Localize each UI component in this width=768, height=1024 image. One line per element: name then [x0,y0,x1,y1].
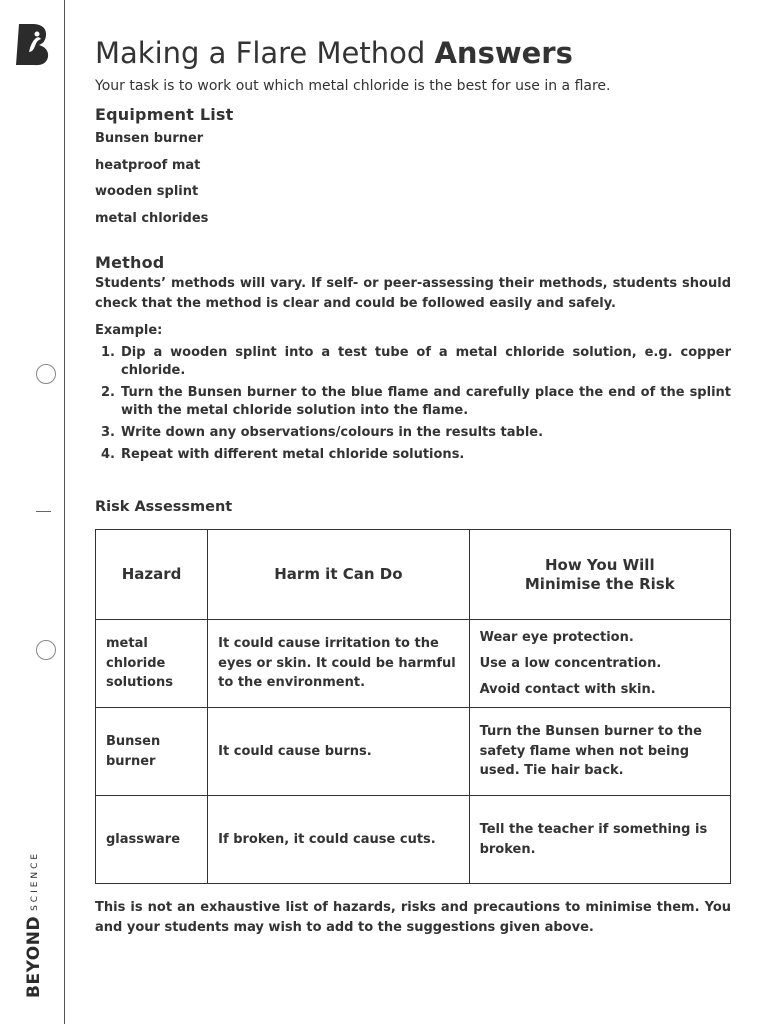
brand-wordmark [24,851,44,998]
minimise-item: Use a low concentration. [479,655,662,671]
method-step [95,446,731,464]
step-text: Write down any observations/colours in the results table. [121,425,544,440]
header-hazard: Hazard [96,530,208,620]
hazard-cell: Bunsen burner [96,708,208,796]
equipment-heading: Equipment List [95,105,234,124]
step-number: 4. [101,447,115,462]
step-text: Dip a wooden splint into a test tube of a metal chloride solution, e.g. copper chloride. [121,345,731,378]
table-row [96,796,731,884]
method-step [95,344,731,380]
minimise-cell: Turn the Bunsen burner to the safety flame when not being used. Tie hair back. [469,708,730,796]
method-steps [95,344,731,464]
worksheet-content [95,34,731,950]
step-number: 2. [101,385,115,400]
hazard-cell: metal chloride solutions [96,620,208,708]
step-text: Repeat with different metal chloride solutions. [121,447,465,462]
equipment-item: heatproof mat [95,157,201,173]
beyond-logo-icon [14,22,50,66]
minimise-item: Avoid contact with skin. [479,681,656,697]
harm-cell: It could cause irritation to the eyes or skin. It could be harmful to the environment. [208,620,469,708]
method-step [95,424,731,442]
hazard-cell: glassware [96,796,208,884]
equipment-item: metal chlorides [95,210,209,226]
method-heading: Method [95,253,165,272]
title-main: Making a Flare Method [95,36,426,70]
risk-table-header [96,530,731,620]
punch-hole-bottom [36,640,56,660]
margin-line [64,0,65,1024]
method-text: Students’ methods will vary. If self- or peer-assessing their methods, students should check that the method is clear and could be followed easily and safely. [95,276,731,311]
risk-heading: Risk Assessment [95,499,233,515]
equipment-item: Bunsen burner [95,131,204,146]
minimise-cell [469,620,730,708]
brand-sub: SCIENCE [30,850,40,911]
risk-table [95,529,731,884]
example-label: Example: [95,323,163,338]
minimise-cell: Tell the teacher if something is broken. [469,796,730,884]
table-row [96,708,731,796]
footer-note: This is not an exhaustive list of hazards, risks and precautions to minimise them. You and your students may wish to add to the suggestions given above. [95,900,731,935]
punch-hole-top [36,364,56,384]
minimise-item: Wear eye protection. [479,629,634,645]
step-text: Turn the Bunsen burner to the blue flame and carefully place the end of the splint with the metal chloride solution into the flame. [121,385,731,418]
step-number: 1. [101,345,115,360]
brand-name: BEYOND [24,915,44,998]
equipment-item: wooden splint [95,184,199,199]
harm-cell: It could cause burns. [208,708,469,796]
harm-cell: If broken, it could cause cuts. [208,796,469,884]
header-minimise: How You Will Minimise the Risk [469,530,730,620]
title-bold: Answers [434,36,573,70]
step-number: 3. [101,425,115,440]
page-title [95,34,731,72]
table-row [96,620,731,708]
header-harm: Harm it Can Do [208,530,469,620]
method-step [95,384,731,420]
intro-text: Your task is to work out which metal chloride is the best for use in a flare. [95,78,611,94]
fold-mark [36,511,51,512]
equipment-list [95,126,731,232]
